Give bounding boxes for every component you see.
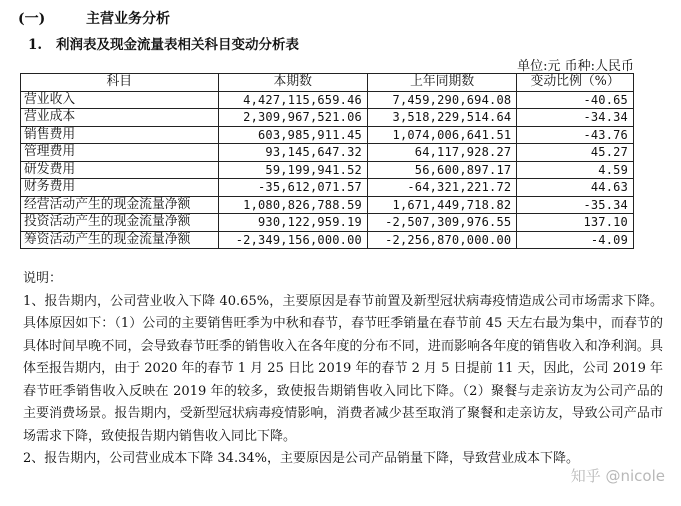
current-value: 603,985,911.45 <box>218 126 367 144</box>
subsection-title: 利润表及现金流量表相关科目变动分析表 <box>56 37 299 53</box>
explanation-notes <box>23 268 663 471</box>
row-label: 销售费用 <box>21 126 219 144</box>
row-label: 财务费用 <box>21 179 219 197</box>
section-number: (一) <box>18 11 46 27</box>
subsection-heading <box>28 33 299 53</box>
current-value: 93,145,647.32 <box>218 144 367 162</box>
header-current-period: 本期数 <box>218 74 367 92</box>
table-row <box>21 196 634 214</box>
note-paragraph-2: 2、报告期内，公司营业成本下降 34.34%，主要原因是公司产品销量下降，导致营业成本下降。 <box>23 451 579 466</box>
prior-value: -64,321,221.72 <box>367 179 516 197</box>
unit-currency-line: 单位:元 币种:人民币 <box>517 59 634 74</box>
row-label: 筹资活动产生的现金流量净额 <box>21 231 219 249</box>
row-label: 研发费用 <box>21 161 219 179</box>
current-value: -35,612,071.57 <box>218 179 367 197</box>
prior-value: 1,671,449,718.82 <box>367 196 516 214</box>
change-ratio: 44.63 <box>517 179 634 197</box>
change-ratio: -43.76 <box>517 126 634 144</box>
current-value: 4,427,115,659.46 <box>218 91 367 109</box>
table-row <box>21 231 634 249</box>
table-row <box>21 179 634 197</box>
header-item: 科目 <box>21 74 219 92</box>
current-value: 1,080,826,788.59 <box>218 196 367 214</box>
row-label: 投资活动产生的现金流量净额 <box>21 214 219 232</box>
change-ratio: -40.65 <box>517 91 634 109</box>
table-row <box>21 91 634 109</box>
notes-label: 说明： <box>23 271 63 286</box>
zhihu-watermark: 知乎 @nicole <box>570 467 665 485</box>
row-label: 营业成本 <box>21 109 219 127</box>
table-row <box>21 126 634 144</box>
current-value: 930,122,959.19 <box>218 214 367 232</box>
prior-value: 56,600,897.17 <box>367 161 516 179</box>
prior-value: -2,256,870,000.00 <box>367 231 516 249</box>
change-ratio: 137.10 <box>517 214 634 232</box>
prior-value: 7,459,290,694.08 <box>367 91 516 109</box>
change-ratio: -34.34 <box>517 109 634 127</box>
table-row <box>21 109 634 127</box>
table-row <box>21 161 634 179</box>
table-row <box>21 144 634 162</box>
section-heading <box>18 8 170 28</box>
row-label: 管理费用 <box>21 144 219 162</box>
note-paragraph-1: 1、报告期内，公司营业收入下降 40.65%，主要原因是春节前置及新型冠状病毒疫情造成公司市场需求下降。具体原因如下：（1）公司的主要销售旺季为中秋和春节，春节旺季销量在春节前 45 天左右最为集中，而春节的具体时间早晚不同，会导致春节旺季的销售收入在各年度的分布不同，进而影响各年度的销售收入和净利润。具体至报告期内，由于 2020 年的春节 1 月 25 日比 2019 年的春节 2 月 5 日提前 11 天，因此，公司 2019 年春节旺季销售收入反映在 2019 年的较多，致使报告期销售收入同比下降。（2）聚餐与走亲访友为公司产品的主要消费场景。报告期内，受新型冠状病毒疫情影响，消费者减少甚至取消了聚餐和走亲访友，导致公司产品市场需求下降，致使报告期内销售收入同比下降。 <box>23 293 663 444</box>
header-change-ratio: 变动比例（%） <box>517 74 634 92</box>
table-row <box>21 214 634 232</box>
prior-value: 3,518,229,514.64 <box>367 109 516 127</box>
change-ratio: -4.09 <box>517 231 634 249</box>
row-label: 经营活动产生的现金流量净额 <box>21 196 219 214</box>
current-value: 59,199,941.52 <box>218 161 367 179</box>
current-value: 2,309,967,521.06 <box>218 109 367 127</box>
header-prior-period: 上年同期数 <box>367 74 516 92</box>
change-analysis-table <box>20 73 634 249</box>
prior-value: 64,117,928.27 <box>367 144 516 162</box>
table-header-row <box>21 74 634 92</box>
subsection-number: 1. <box>28 37 43 53</box>
row-label: 营业收入 <box>21 91 219 109</box>
section-title: 主营业务分析 <box>86 11 170 27</box>
change-ratio: 45.27 <box>517 144 634 162</box>
change-ratio: -35.34 <box>517 196 634 214</box>
prior-value: -2,507,309,976.55 <box>367 214 516 232</box>
change-ratio: 4.59 <box>517 161 634 179</box>
prior-value: 1,074,006,641.51 <box>367 126 516 144</box>
current-value: -2,349,156,000.00 <box>218 231 367 249</box>
